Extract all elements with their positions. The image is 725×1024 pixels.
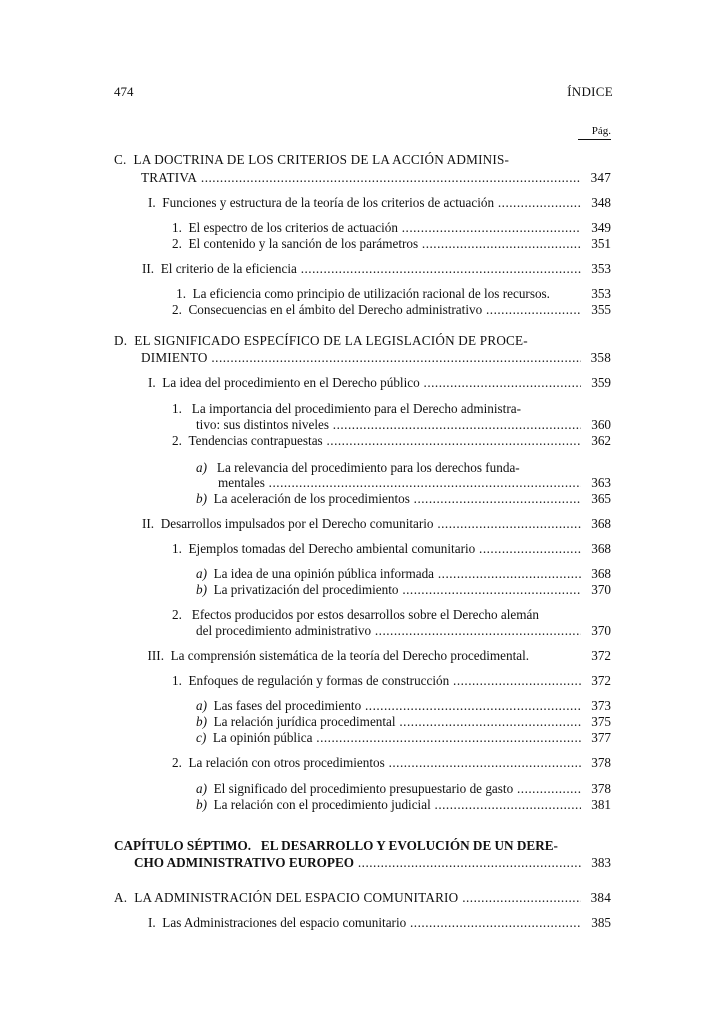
toc-page-number: 349 bbox=[591, 220, 611, 235]
toc-entry[interactable] bbox=[196, 582, 611, 598]
toc-entry-line1 bbox=[196, 460, 520, 476]
toc-entry[interactable] bbox=[196, 417, 611, 433]
toc-page-number: 363 bbox=[591, 475, 611, 490]
toc-entry-text: La aceleración de los procedimientos bbox=[213, 491, 410, 506]
toc-number: 2. bbox=[172, 302, 182, 317]
toc-number: 1. bbox=[172, 401, 182, 416]
toc-page-number: 372 bbox=[591, 673, 611, 688]
toc-entry-text: La idea de una opinión pública informada bbox=[213, 566, 435, 581]
toc-page-number: 370 bbox=[591, 582, 611, 597]
toc-entry-text: mentales bbox=[218, 475, 265, 490]
toc-entry-text: La idea del procedimiento en el Derecho público bbox=[162, 375, 420, 390]
toc-number: a) bbox=[196, 781, 207, 796]
toc-entry-text: LA ADMINISTRACIÓN DEL ESPACIO COMUNITARIO bbox=[134, 890, 459, 905]
toc-entry[interactable] bbox=[196, 566, 611, 582]
toc-page-number: 353 bbox=[591, 286, 611, 301]
toc-number: b) bbox=[196, 797, 207, 812]
toc-page-number: 378 bbox=[591, 781, 611, 796]
toc-letter: D. bbox=[114, 333, 128, 348]
toc-number: I. bbox=[148, 375, 156, 390]
toc-entry[interactable] bbox=[196, 730, 611, 746]
toc-entry-text: El significado del procedimiento presupuestario de gasto bbox=[213, 781, 514, 796]
toc-entry[interactable] bbox=[172, 302, 611, 318]
toc-entry[interactable] bbox=[148, 195, 611, 211]
chapter-label: CAPÍTULO SÉPTIMO. bbox=[114, 838, 252, 853]
toc-number: 2. bbox=[172, 433, 182, 448]
toc-entry-text: La eficiencia como principio de utilización racional de los recursos. bbox=[192, 286, 550, 301]
toc-number: 2. bbox=[172, 607, 182, 622]
toc-entry-text: El criterio de la eficiencia bbox=[160, 261, 297, 276]
toc-entry[interactable] bbox=[172, 220, 611, 236]
toc-page-number: 353 bbox=[591, 261, 611, 276]
toc-entry-text: Las Administraciones del espacio comunitario bbox=[162, 915, 407, 930]
toc-entry[interactable] bbox=[141, 350, 611, 366]
toc-number: a) bbox=[196, 460, 207, 475]
page-column-label: Pág. bbox=[578, 124, 611, 140]
toc-number: II. bbox=[142, 516, 155, 531]
toc-number: b) bbox=[196, 491, 207, 506]
toc-entry-text: La comprensión sistemática de la teoría del Derecho procedimental. bbox=[170, 648, 530, 663]
toc-page-number: 383 bbox=[591, 855, 611, 870]
toc-number: a) bbox=[196, 698, 207, 713]
toc-entry-text: La privatización del procedimiento bbox=[213, 582, 399, 597]
toc-number: I. bbox=[148, 915, 156, 930]
toc-page-number: 348 bbox=[591, 195, 611, 210]
toc-entry-text: La relación jurídica procedimental bbox=[213, 714, 396, 729]
toc-entry[interactable] bbox=[218, 475, 611, 491]
toc-entry[interactable] bbox=[196, 491, 611, 507]
toc-page-number: 372 bbox=[591, 648, 611, 663]
toc-number: b) bbox=[196, 582, 207, 597]
toc-heading-c-line1 bbox=[114, 152, 509, 168]
toc-number: b) bbox=[196, 714, 207, 729]
toc-page-number: 373 bbox=[591, 698, 611, 713]
toc-number: 1. bbox=[172, 541, 182, 556]
toc-number: I. bbox=[148, 195, 156, 210]
toc-entry-text: TRATIVA bbox=[141, 170, 198, 185]
toc-entry-text: Las fases del procedimiento bbox=[213, 698, 362, 713]
toc-number: 2. bbox=[172, 755, 182, 770]
toc-number: a) bbox=[196, 566, 207, 581]
toc-entry-text: Tendencias contrapuestas bbox=[188, 433, 323, 448]
toc-entry-text: El contenido y la sanción de los parámetros bbox=[188, 236, 419, 251]
toc-entry-text: del procedimiento administrativo bbox=[196, 623, 372, 638]
toc-entry-text: Efectos producidos por estos desarrollos sobre el Derecho alemán bbox=[191, 607, 539, 622]
chapter-title: CHO ADMINISTRATIVO EUROPEO bbox=[134, 855, 355, 870]
toc-entry[interactable] bbox=[196, 698, 611, 714]
toc-entry-text: Ejemplos tomadas del Derecho ambiental comunitario bbox=[188, 541, 476, 556]
toc-page-number: 384 bbox=[590, 890, 611, 905]
toc-page-number: 359 bbox=[591, 375, 611, 390]
toc-number: 1. bbox=[176, 286, 186, 301]
toc-entry[interactable] bbox=[142, 516, 611, 532]
toc-entry[interactable] bbox=[196, 714, 611, 730]
chapter-title: EL DESARROLLO Y EVOLUCIÓN DE UN DERE- bbox=[260, 838, 558, 853]
toc-number: 1. bbox=[172, 673, 182, 688]
toc-entry[interactable] bbox=[196, 781, 611, 797]
toc-entry[interactable] bbox=[172, 286, 611, 302]
toc-page-number: 351 bbox=[591, 236, 611, 251]
toc-page-number: 365 bbox=[591, 491, 611, 506]
toc-entry[interactable] bbox=[172, 755, 611, 771]
toc-entry[interactable] bbox=[148, 375, 611, 391]
toc-entry-text: La relación con otros procedimientos bbox=[188, 755, 385, 770]
toc-page-number: 370 bbox=[591, 623, 611, 638]
toc-page-number: 385 bbox=[591, 915, 611, 930]
toc-entry-line1 bbox=[172, 607, 539, 623]
toc-page-number: 360 bbox=[591, 417, 611, 432]
toc-entry[interactable] bbox=[172, 541, 611, 557]
toc-page-number: 377 bbox=[591, 730, 611, 745]
toc-entry-text: Funciones y estructura de la teoría de los criterios de actuación bbox=[162, 195, 495, 210]
toc-entry-text: El espectro de los criterios de actuación bbox=[188, 220, 398, 235]
toc-entry-text: La importancia del procedimiento para el Derecho administra- bbox=[191, 401, 521, 416]
toc-heading-text: LA DOCTRINA DE LOS CRITERIOS DE LA ACCIÓN ADMINIS- bbox=[133, 152, 510, 167]
toc-number: c) bbox=[196, 730, 207, 745]
toc-number: II. bbox=[142, 261, 155, 276]
toc-entry-text: Desarrollos impulsados por el Derecho comunitario bbox=[160, 516, 434, 531]
toc-page-number: 378 bbox=[591, 755, 611, 770]
toc-page-number: 358 bbox=[590, 350, 611, 365]
chapter-heading-line1 bbox=[114, 838, 558, 854]
toc-entry-text: DIMIENTO bbox=[141, 350, 208, 365]
toc-number: 2. bbox=[172, 236, 182, 251]
toc-page-number: 347 bbox=[590, 170, 611, 185]
running-title: ÍNDICE bbox=[567, 84, 613, 99]
toc-entry[interactable] bbox=[172, 673, 611, 689]
toc-entry[interactable] bbox=[196, 623, 611, 639]
toc-entry[interactable] bbox=[142, 261, 611, 277]
toc-number: III. bbox=[147, 648, 164, 663]
toc-page-number: 368 bbox=[591, 566, 611, 581]
toc-letter: C. bbox=[114, 152, 127, 167]
toc-entry[interactable] bbox=[172, 433, 611, 449]
toc-page-number: 368 bbox=[591, 516, 611, 531]
toc-entry[interactable] bbox=[148, 915, 611, 931]
toc-heading-text: EL SIGNIFICADO ESPECÍFICO DE LA LEGISLACIÓN DE PROCE- bbox=[134, 333, 528, 348]
toc-entry-text: La relación con el procedimiento judicial bbox=[213, 797, 431, 812]
page-number: 474 bbox=[114, 84, 134, 99]
toc-entry-text: La opinión pública bbox=[212, 730, 313, 745]
toc-entry[interactable] bbox=[141, 170, 611, 186]
toc-entry-text: Enfoques de regulación y formas de construcción bbox=[188, 673, 450, 688]
toc-page-number: 368 bbox=[591, 541, 611, 556]
toc-entry[interactable] bbox=[114, 890, 611, 906]
toc-page-number: 381 bbox=[591, 797, 611, 812]
toc-letter: A. bbox=[114, 890, 128, 905]
toc-entry-text: La relevancia del procedimiento para los derechos funda- bbox=[216, 460, 520, 475]
toc-entry-text: tivo: sus distintos niveles bbox=[196, 417, 329, 432]
toc-number: 1. bbox=[172, 220, 182, 235]
toc-entry-text: Consecuencias en el ámbito del Derecho administrativo bbox=[188, 302, 483, 317]
toc-page-number: 355 bbox=[591, 302, 611, 317]
toc-entry[interactable] bbox=[196, 797, 611, 813]
toc-page-number: 375 bbox=[591, 714, 611, 729]
toc-entry[interactable] bbox=[134, 855, 611, 871]
toc-entry[interactable] bbox=[138, 648, 611, 664]
toc-heading-d-line1 bbox=[114, 333, 528, 349]
toc-entry[interactable] bbox=[172, 236, 611, 252]
toc-page-number: 362 bbox=[591, 433, 611, 448]
toc-entry-line1 bbox=[172, 401, 521, 417]
